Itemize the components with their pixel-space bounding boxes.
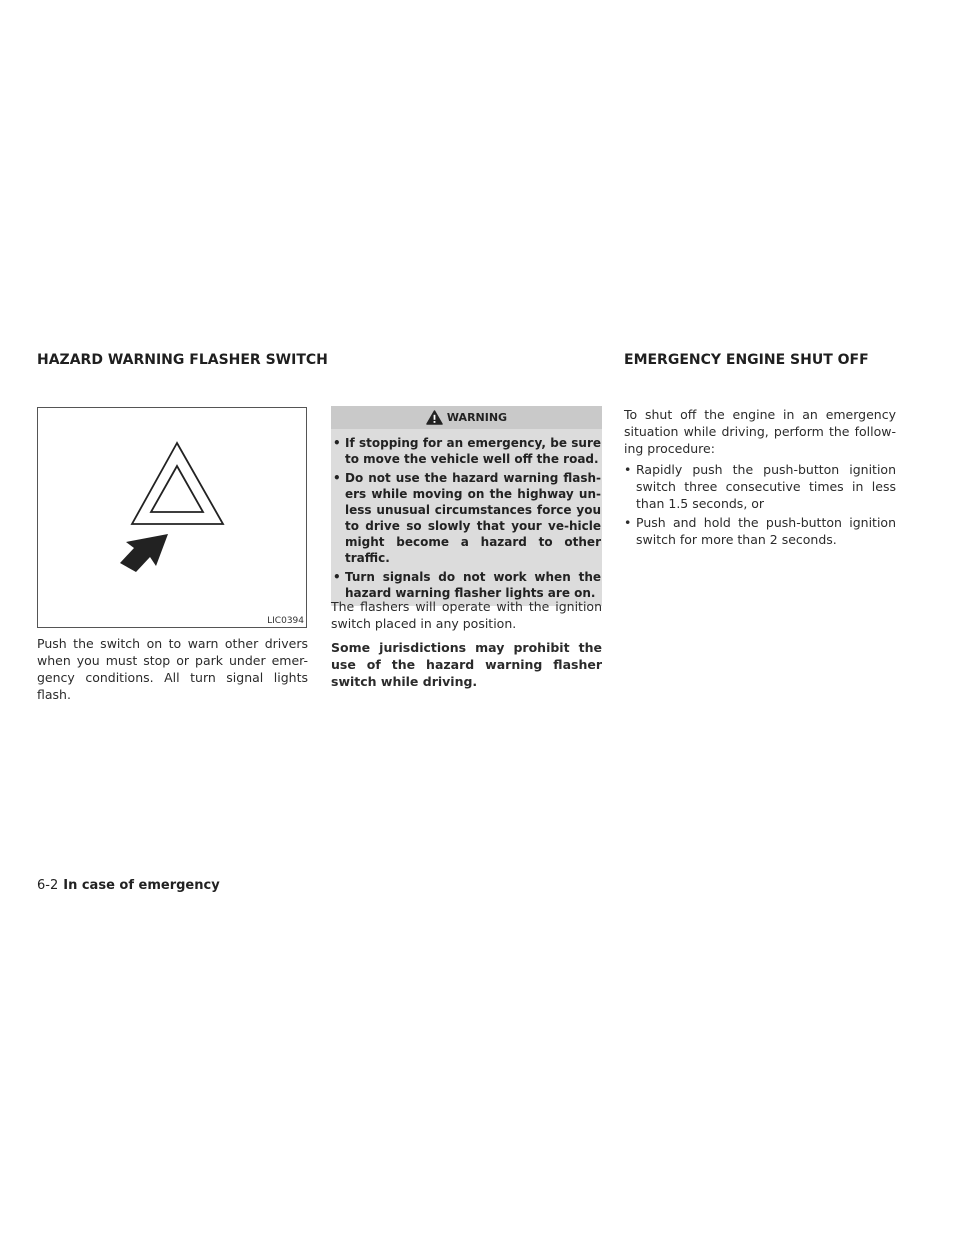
list-item-text: Push and hold the push-button ignition switch for more than 2 seconds. (636, 515, 896, 547)
warning-box (331, 406, 602, 606)
warning-item-text: Do not use the hazard warning flash-ers while moving on the highway un-less unusual circumstances force you to drive so slowly that your ve-hicle might become a hazard to other traffic. (345, 471, 601, 565)
hazard-paragraph: Push the switch on to warn other drivers when you must stop or park under emer-gency conditions. All turn signal lights flash. (37, 636, 308, 702)
emergency-section-heading: EMERGENCY ENGINE SHUT OFF (624, 352, 869, 368)
warning-item: • Turn signals do not work when the hazard warning flasher lights are on. (333, 570, 601, 600)
emergency-intro: To shut off the engine in an emergency situation while driving, perform the follow-ing procedure: (624, 407, 896, 456)
jurisdiction-note: Some jurisdictions may prohibit the use of the hazard warning flasher switch while driving. (331, 640, 602, 689)
warning-header (331, 406, 602, 429)
warning-item-text: If stopping for an emergency, be sure to move the vehicle well off the road. (345, 436, 601, 466)
warning-label: WARNING (446, 411, 508, 424)
warning-item: • Do not use the hazard warning flash-ers while moving on the highway un-less unusual circumstances force you to drive so slowly that your ve-hicle might become a hazard to other traffic. (333, 471, 601, 565)
warning-item-text: Turn signals do not work when the hazard warning flasher lights are on. (345, 570, 601, 600)
section-title: In case of emergency (63, 878, 220, 893)
page-footer (37, 878, 220, 893)
flasher-paragraph: The flashers will operate with the ignition switch placed in any position. (331, 599, 602, 631)
list-item-text: Rapidly push the push-button ignition switch three consecutive times in less than 1.5 seconds, or (636, 462, 896, 511)
warning-triangle-icon (426, 410, 443, 425)
page-number: 6-2 (37, 878, 59, 893)
warning-list (331, 429, 602, 606)
figure-id-label: LIC0394 (267, 616, 304, 626)
list-item: • Push and hold the push-button ignition switch for more than 2 seconds. (624, 515, 896, 547)
push-arrow-icon (38, 408, 306, 627)
warning-item: • If stopping for an emergency, be sure to move the vehicle well off the road. (333, 436, 601, 466)
hazard-description (37, 635, 308, 703)
emergency-description (624, 406, 896, 548)
flasher-description (331, 598, 602, 690)
list-item: • Rapidly push the push-button ignition switch three consecutive times in less than 1.5 seconds, or (624, 462, 896, 511)
hazard-switch-figure (37, 407, 307, 628)
hazard-section-heading: HAZARD WARNING FLASHER SWITCH (37, 352, 328, 368)
